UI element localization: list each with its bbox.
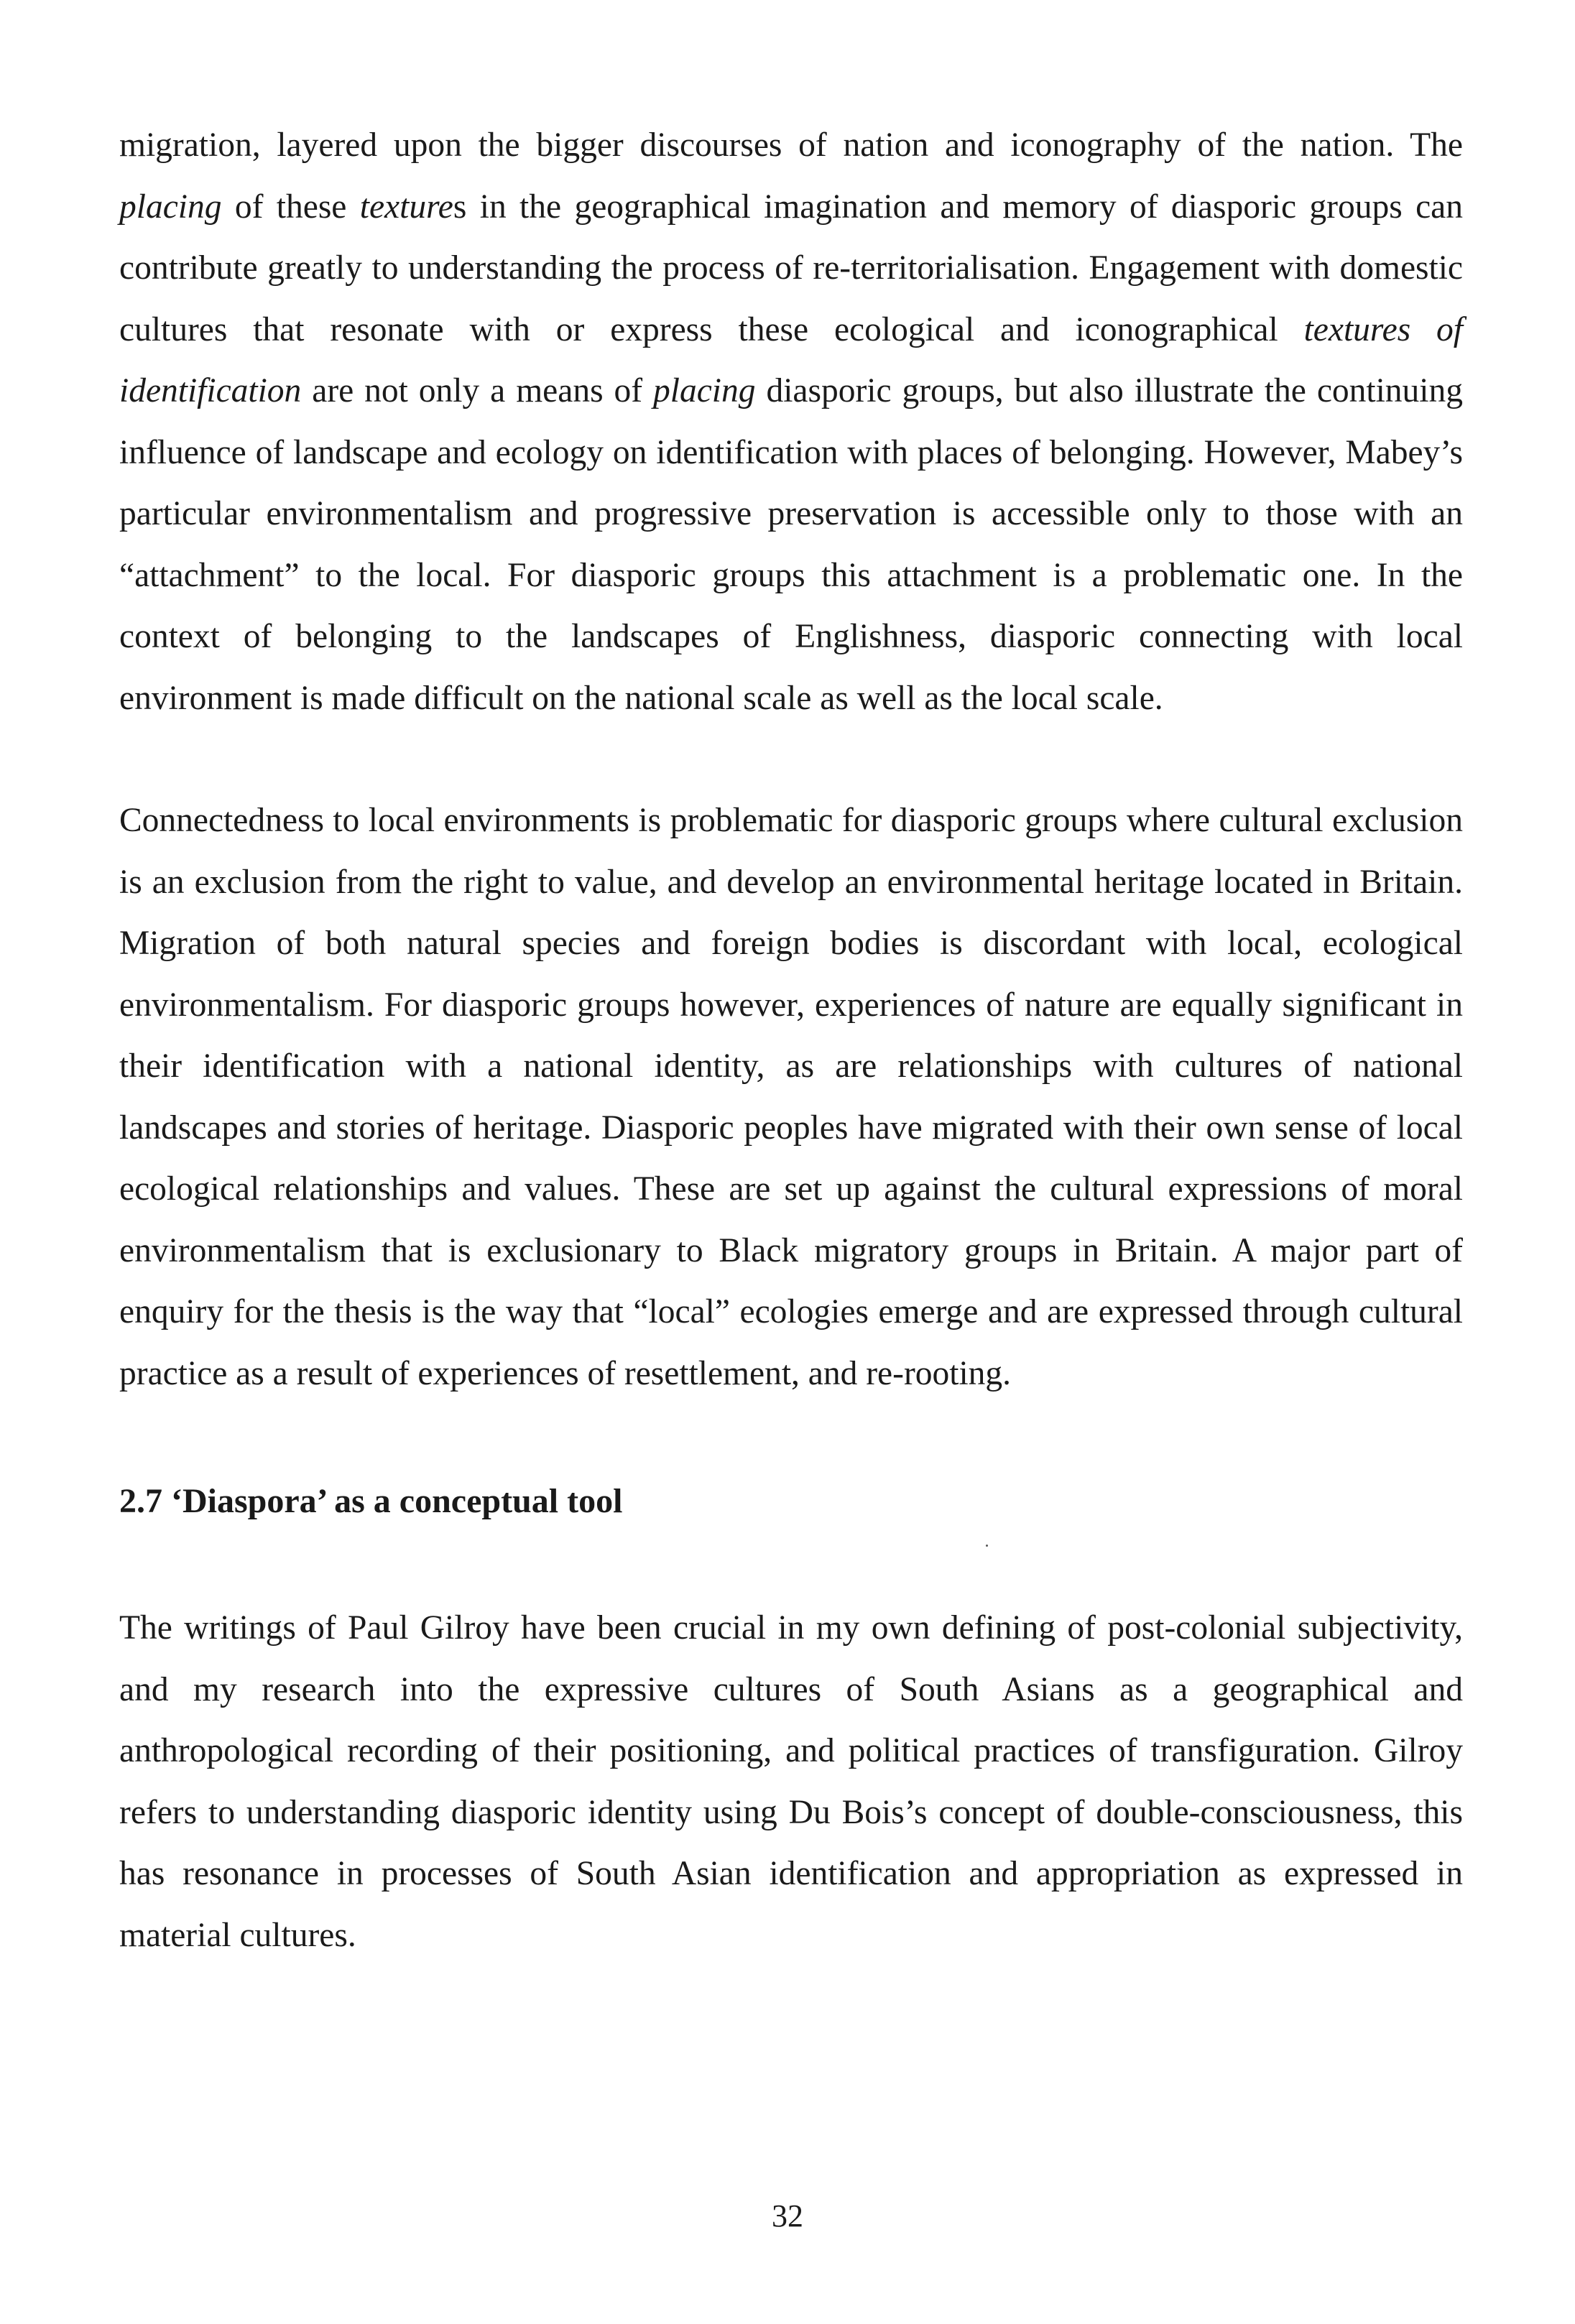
paragraph-2: Connectedness to local environments is problematic for diasporic groups where cultural exclusion is an exclusion from the right to value, and develop an environmental heritage located in Britain. Migration of both natural species and foreign bodies is discordant with local, ecological environmentalism. For diasporic groups however, experiences of nature are equally significant in their identification with a national identity, as are relationships with cultures of national landscapes and stories of heritage. Diasporic peoples have migrated with their own sense of local ecological relationships and values. These are set up against the cultural expressions of moral environmentalism that is exclusionary to Black migratory groups in Britain. A major part of enquiry for the thesis is the way that “local” ecologies emerge and are expressed through cultural practice as a result of experiences of resettlement, and re-rooting. — [119, 802, 1463, 1392]
paragraph-1-italic-textures-of-identification: textures of identification — [119, 310, 1463, 409]
paragraph-1-text-2: of these — [221, 188, 360, 226]
paragraph-1-text-1: migration, layered upon the bigger discourses of nation and iconography of the nation. The — [119, 126, 1463, 164]
page-number: 32 — [772, 2198, 803, 2233]
paragraph-1-text-3: s in the geographical imagination and memory of diasporic groups can contribute greatly to understanding the process of re-territorialisation. Engagement with domestic cultures that resonate with or express these ecological and iconographical — [119, 188, 1464, 348]
paragraph-1-text-5: diasporic groups, but also illustrate the continuing influence of landscape and ecology on identification with places of belonging. However, Mabey’s particular environmentalism and progressive preservation is accessible only to those with an “attachment” to the local. For diasporic groups this attachment is a problematic one. In the context of belonging to the landscapes of Englishness, diasporic connecting with local environment is made difficult on the national scale as well as the local scale. — [119, 372, 1463, 717]
paragraph-1-italic-texture: texture — [359, 188, 453, 226]
paragraph-1 — [119, 115, 1463, 729]
section-heading: 2.7 ‘Diaspora’ as a conceptual tool — [119, 1482, 623, 1520]
scan-speck — [986, 1545, 988, 1547]
page-body — [119, 115, 1463, 1966]
paragraph-3: The writings of Paul Gilroy have been crucial in my own defining of post-colonial subjectivity, and my research into the expressive cultures of South Asians as a geographical and anthropological recording of their positioning, and political practices of transfiguration. Gilroy refers to understanding diasporic identity using Du Bois’s concept of double-consciousness, this has resonance in processes of South Asian identification and appropriation as expressed in material cultures. — [119, 1609, 1463, 1954]
paragraph-1-italic-placing: placing — [119, 188, 222, 226]
paragraph-1-italic-placing-2: placing — [653, 372, 756, 409]
paragraph-1-text-4: are not only a means of — [301, 372, 654, 409]
